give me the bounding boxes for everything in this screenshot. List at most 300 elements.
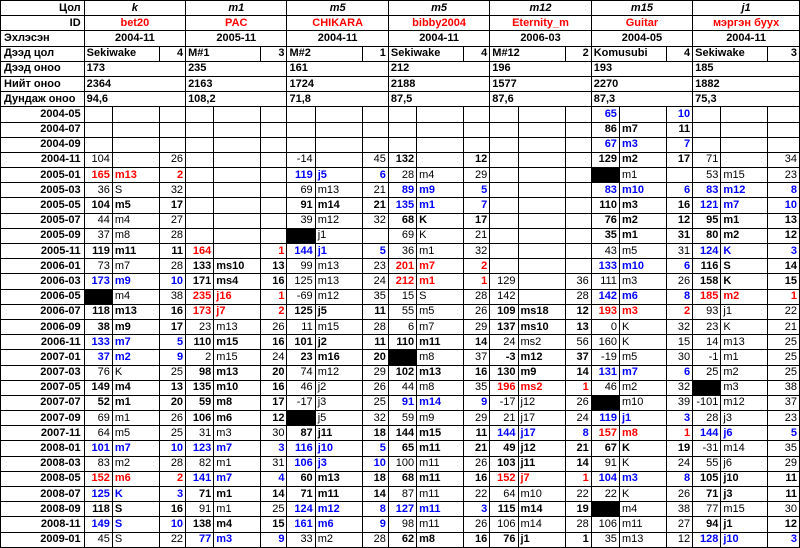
player-id: CHIKARA	[287, 16, 388, 31]
result-points: 127	[388, 502, 416, 517]
result-place: 11	[768, 487, 800, 502]
result-points: 185	[693, 289, 721, 304]
table-row	[1, 107, 800, 122]
result-rank: m7	[112, 259, 159, 274]
result-place: 17	[666, 152, 692, 167]
table-row	[1, 198, 800, 213]
result-rank: j7	[518, 471, 565, 486]
result-points: 110	[388, 335, 416, 350]
result-rank	[214, 107, 261, 122]
result-place: 1	[565, 380, 591, 395]
header-row	[1, 76, 800, 91]
table-row	[1, 380, 800, 395]
result-rank: j1	[315, 228, 362, 243]
player-start-date: 2006-03	[490, 31, 591, 46]
result-place: 5	[159, 335, 185, 350]
result-points: 135	[388, 198, 416, 213]
result-rank: K	[619, 335, 666, 350]
result-place	[362, 122, 388, 137]
player-max-points: 173	[84, 61, 185, 76]
result-rank: m2	[619, 380, 666, 395]
tournament-date: 2005-07	[1, 213, 85, 228]
table-row	[1, 502, 800, 517]
table-row	[1, 304, 800, 319]
result-points: 83	[693, 183, 721, 198]
result-points: 144	[490, 426, 518, 441]
result-points: 144	[693, 426, 721, 441]
result-rank: m7	[721, 198, 768, 213]
result-points: 104	[84, 152, 112, 167]
result-place: 6	[666, 259, 692, 274]
result-rank: m1	[214, 502, 261, 517]
result-points: 152	[490, 471, 518, 486]
table-row	[1, 244, 800, 259]
result-points	[388, 122, 416, 137]
result-rank: m1	[214, 487, 261, 502]
result-place: 11	[362, 304, 388, 319]
tournament-date: 2004-05	[1, 107, 85, 122]
result-points: 115	[490, 502, 518, 517]
result-place: 1	[666, 426, 692, 441]
result-place: 11	[362, 335, 388, 350]
player-total-points: 2270	[591, 76, 692, 91]
result-points: 111	[591, 274, 619, 289]
result-place: 28	[159, 228, 185, 243]
player-max-rank-number: 4	[666, 46, 692, 61]
result-place: 28	[362, 319, 388, 334]
result-place: 12	[464, 152, 490, 167]
result-rank: m10	[619, 395, 666, 410]
result-place: 31	[666, 228, 692, 243]
result-points: 125	[287, 304, 315, 319]
player-max-rank-number: 3	[261, 46, 287, 61]
result-points	[186, 137, 214, 152]
result-rank: S	[417, 289, 464, 304]
result-place: 28	[565, 289, 591, 304]
result-rank: m3	[214, 426, 261, 441]
result-rank: m4	[214, 517, 261, 532]
result-points: 99	[287, 259, 315, 274]
result-place: 5	[768, 426, 800, 441]
result-rank: K	[619, 319, 666, 334]
table-row	[1, 395, 800, 410]
result-rank	[214, 152, 261, 167]
player-max-rank-number: 1	[362, 46, 388, 61]
result-place: 17	[464, 213, 490, 228]
result-points: 138	[186, 517, 214, 532]
result-place	[565, 107, 591, 122]
result-rank: m6	[619, 289, 666, 304]
result-place: 1	[261, 289, 287, 304]
result-points: 28	[693, 411, 721, 426]
result-place	[261, 137, 287, 152]
result-place: 10	[159, 274, 185, 289]
result-rank: K	[619, 441, 666, 456]
result-points	[287, 137, 315, 152]
player-rank-label: m12	[490, 1, 591, 16]
result-points: 105	[693, 471, 721, 486]
result-rank: m6	[315, 517, 362, 532]
result-rank: j2	[315, 335, 362, 350]
result-points	[287, 107, 315, 122]
result-place: 14	[362, 487, 388, 502]
result-points: 104	[591, 471, 619, 486]
row-label: Дундаж оноо	[1, 92, 85, 107]
result-place	[565, 183, 591, 198]
result-place: 25	[768, 350, 800, 365]
result-rank: m4	[417, 168, 464, 183]
result-rank: j12	[518, 441, 565, 456]
result-place: 29	[464, 411, 490, 426]
result-place: 15	[261, 517, 287, 532]
table-row	[1, 441, 800, 456]
result-points: 73	[84, 259, 112, 274]
result-points: 28	[388, 168, 416, 183]
result-points: 128	[693, 532, 721, 547]
result-place: 14	[565, 456, 591, 471]
header-row	[1, 1, 800, 16]
result-points: 55	[693, 456, 721, 471]
result-rank: m7	[619, 122, 666, 137]
result-points	[186, 228, 214, 243]
result-points	[490, 107, 518, 122]
result-place: 8	[768, 183, 800, 198]
result-place	[768, 107, 800, 122]
result-place: 3	[261, 441, 287, 456]
result-rank: m13	[315, 259, 362, 274]
player-total-points: 2188	[388, 76, 489, 91]
result-points: 83	[84, 456, 112, 471]
result-points	[287, 122, 315, 137]
result-rank: m9	[518, 365, 565, 380]
row-label: Дээд оноо	[1, 61, 85, 76]
result-place: 21	[464, 228, 490, 243]
result-place: 17	[159, 319, 185, 334]
result-place: 13	[565, 319, 591, 334]
tournament-date: 2006-07	[1, 304, 85, 319]
result-place	[261, 228, 287, 243]
player-rank-label: m5	[388, 1, 489, 16]
result-points: 144	[388, 426, 416, 441]
result-rank: j1	[721, 517, 768, 532]
result-points: 165	[84, 168, 112, 183]
result-points: 49	[490, 441, 518, 456]
result-points: 158	[693, 274, 721, 289]
result-points: 80	[693, 228, 721, 243]
result-points	[591, 168, 619, 183]
result-place: 13	[159, 380, 185, 395]
result-points	[693, 107, 721, 122]
result-place: 10	[362, 456, 388, 471]
result-points: 91	[388, 395, 416, 410]
result-place: 16	[666, 198, 692, 213]
tournament-date: 2007-03	[1, 365, 85, 380]
result-points: -31	[693, 441, 721, 456]
result-points: 71	[287, 487, 315, 502]
result-rank: ms18	[518, 304, 565, 319]
result-points: -17	[287, 395, 315, 410]
result-points: 137	[490, 319, 518, 334]
result-place: 25	[768, 365, 800, 380]
result-rank: m15	[315, 319, 362, 334]
result-place: 28	[159, 456, 185, 471]
result-points: 14	[693, 335, 721, 350]
result-rank	[518, 122, 565, 137]
result-place: 21	[768, 319, 800, 334]
result-points: 25	[693, 365, 721, 380]
result-rank: j10	[721, 471, 768, 486]
result-place: 6	[362, 168, 388, 183]
result-rank	[214, 137, 261, 152]
result-rank: m7	[214, 471, 261, 486]
player-start-date: 2004-11	[287, 31, 388, 46]
tournament-date: 2008-09	[1, 502, 85, 517]
result-points: 142	[490, 289, 518, 304]
result-rank	[518, 107, 565, 122]
result-rank: m7	[619, 365, 666, 380]
result-points: 68	[388, 213, 416, 228]
result-points: -19	[591, 350, 619, 365]
result-place: 6	[666, 183, 692, 198]
result-place: 22	[565, 487, 591, 502]
result-place: 10	[666, 107, 692, 122]
result-points: 67	[591, 137, 619, 152]
result-place: 32	[666, 380, 692, 395]
result-points	[490, 168, 518, 183]
result-points: 142	[591, 289, 619, 304]
result-place: 21	[362, 183, 388, 198]
result-rank: j1	[619, 411, 666, 426]
result-rank: m11	[417, 471, 464, 486]
result-place: 21	[464, 441, 490, 456]
result-points: 164	[186, 244, 214, 259]
tournament-date: 2009-01	[1, 532, 85, 547]
table-row	[1, 319, 800, 334]
result-points: 43	[591, 244, 619, 259]
result-points: 116	[287, 441, 315, 456]
result-points: 15	[388, 289, 416, 304]
table-row	[1, 471, 800, 486]
result-points: 129	[490, 274, 518, 289]
result-place: 45	[362, 152, 388, 167]
result-points: 109	[490, 304, 518, 319]
result-rank: m8	[112, 228, 159, 243]
result-place: 10	[159, 517, 185, 532]
result-place	[565, 198, 591, 213]
result-rank: j11	[518, 456, 565, 471]
result-place	[362, 137, 388, 152]
result-rank: S	[112, 517, 159, 532]
result-points: 173	[84, 274, 112, 289]
result-place: 30	[768, 502, 800, 517]
result-points: 133	[591, 259, 619, 274]
table-row	[1, 274, 800, 289]
result-points: 46	[591, 380, 619, 395]
result-rank: m3	[214, 532, 261, 547]
result-rank: m8	[214, 395, 261, 410]
result-points: 69	[287, 183, 315, 198]
result-place: 31	[261, 456, 287, 471]
result-points: 91	[591, 456, 619, 471]
result-points: 110	[591, 198, 619, 213]
result-points: 161	[287, 517, 315, 532]
result-points: -1	[693, 350, 721, 365]
result-points: 23	[186, 319, 214, 334]
result-rank: m10	[518, 487, 565, 502]
result-rank: m9	[112, 274, 159, 289]
player-total-points: 1724	[287, 76, 388, 91]
result-rank: j3	[315, 456, 362, 471]
result-place	[159, 107, 185, 122]
result-points: 124	[693, 244, 721, 259]
result-rank	[518, 289, 565, 304]
result-place: 24	[565, 411, 591, 426]
player-max-rank: Komusubi	[591, 46, 666, 61]
result-points	[693, 380, 721, 395]
result-points: 129	[591, 152, 619, 167]
result-rank: S	[112, 502, 159, 517]
result-rank: ms10	[214, 259, 261, 274]
tournament-date: 2007-07	[1, 395, 85, 410]
result-rank: m5	[112, 198, 159, 213]
result-rank: j6	[721, 426, 768, 441]
result-points: 100	[388, 456, 416, 471]
result-place: 37	[464, 350, 490, 365]
result-rank: m13	[417, 365, 464, 380]
result-rank: m14	[721, 441, 768, 456]
result-points: 36	[388, 244, 416, 259]
result-place: 8	[666, 289, 692, 304]
result-place: 14	[464, 335, 490, 350]
result-rank: m10	[619, 259, 666, 274]
result-points: 6	[388, 319, 416, 334]
result-rank: K	[721, 244, 768, 259]
result-place: 19	[666, 441, 692, 456]
result-points	[591, 502, 619, 517]
result-points: 173	[186, 304, 214, 319]
result-points: 0	[591, 319, 619, 334]
result-points: 69	[388, 228, 416, 243]
result-points: 102	[388, 365, 416, 380]
tournament-date: 2005-09	[1, 228, 85, 243]
result-rank: m12	[518, 350, 565, 365]
result-points: 82	[186, 456, 214, 471]
result-points	[591, 395, 619, 410]
result-place: 21	[565, 441, 591, 456]
result-place: 17	[159, 198, 185, 213]
player-max-points: 235	[186, 61, 287, 76]
player-max-points: 185	[693, 61, 800, 76]
tournament-date: 2004-07	[1, 122, 85, 137]
table-row	[1, 259, 800, 274]
result-place: 32	[666, 319, 692, 334]
header-row	[1, 16, 800, 31]
result-place: 12	[666, 213, 692, 228]
result-points	[490, 137, 518, 152]
result-place: 11	[768, 471, 800, 486]
result-rank: K	[619, 487, 666, 502]
player-avg-points: 87,3	[591, 92, 692, 107]
result-points	[186, 107, 214, 122]
result-place: 8	[565, 426, 591, 441]
result-place: 23	[768, 168, 800, 183]
result-rank: ms10	[518, 319, 565, 334]
result-rank: m1	[112, 395, 159, 410]
result-rank: m11	[417, 487, 464, 502]
result-place: 25	[261, 502, 287, 517]
result-rank: m13	[214, 319, 261, 334]
result-rank: m5	[112, 426, 159, 441]
result-place: 37	[768, 395, 800, 410]
result-points: 171	[186, 274, 214, 289]
result-points: 24	[490, 335, 518, 350]
result-rank: m2	[112, 350, 159, 365]
result-rank: m13	[214, 365, 261, 380]
result-place: 9	[362, 517, 388, 532]
result-rank	[518, 244, 565, 259]
result-place: 24	[666, 456, 692, 471]
result-rank: m10	[214, 380, 261, 395]
result-rank: m13	[112, 304, 159, 319]
result-points: -14	[287, 152, 315, 167]
result-place: 20	[159, 395, 185, 410]
result-points: 98	[388, 517, 416, 532]
result-points	[84, 122, 112, 137]
result-points: 101	[84, 441, 112, 456]
result-place: 5	[464, 183, 490, 198]
result-rank: m4	[619, 502, 666, 517]
table-row	[1, 168, 800, 183]
result-points: 101	[287, 335, 315, 350]
result-place: 14	[768, 259, 800, 274]
result-rank: m12	[315, 502, 362, 517]
player-id: Eternity_m	[490, 16, 591, 31]
tournament-date: 2007-11	[1, 426, 85, 441]
result-rank	[214, 122, 261, 137]
result-place: 15	[768, 274, 800, 289]
result-place: 13	[261, 259, 287, 274]
result-rank: ms4	[214, 274, 261, 289]
table-row	[1, 183, 800, 198]
result-place: 32	[159, 183, 185, 198]
result-rank	[315, 107, 362, 122]
result-points	[287, 411, 315, 426]
result-rank: m3	[619, 137, 666, 152]
result-place: 15	[666, 335, 692, 350]
result-points: 76	[84, 365, 112, 380]
result-place: 35	[464, 380, 490, 395]
player-rank-label: j1	[693, 1, 800, 16]
result-rank: m2	[315, 532, 362, 547]
player-max-rank: Sekiwake	[693, 46, 768, 61]
player-total-points: 2163	[186, 76, 287, 91]
result-place	[159, 122, 185, 137]
result-place: 19	[565, 502, 591, 517]
result-points: 144	[287, 244, 315, 259]
result-place: 37	[565, 350, 591, 365]
result-place: 17	[261, 395, 287, 410]
result-points: 31	[186, 426, 214, 441]
result-points	[693, 137, 721, 152]
result-rank: K	[112, 487, 159, 502]
result-place: 10	[159, 441, 185, 456]
result-place: 9	[261, 532, 287, 547]
result-points: 33	[287, 532, 315, 547]
result-points: 55	[388, 304, 416, 319]
result-place: 8	[666, 471, 692, 486]
result-points	[186, 198, 214, 213]
table-row	[1, 487, 800, 502]
